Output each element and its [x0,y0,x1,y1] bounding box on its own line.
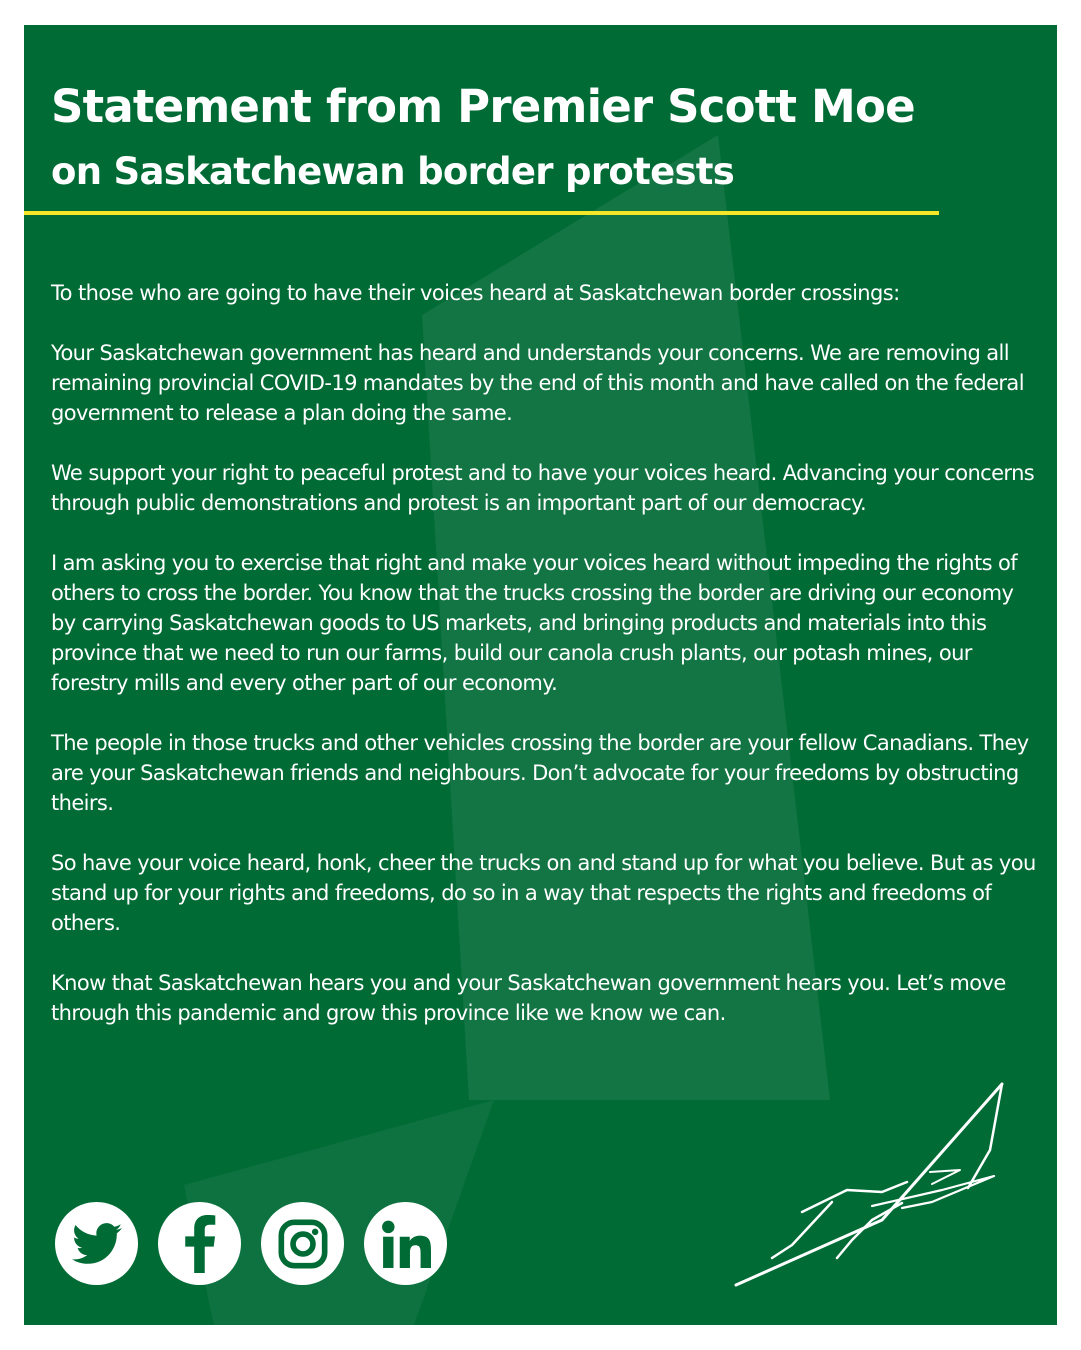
premier-signature [732,1080,1007,1290]
twitter-icon [72,1223,122,1265]
facebook-link[interactable] [158,1202,241,1285]
paragraph-greeting: To those who are going to have their voices heard at Saskatchewan border crossings: [51,281,900,305]
paragraph-closing: Know that Saskatchewan hears you and your Saskatchewan government hears you. Let’s move through this pandemic and grow this province like we know we can. [51,971,1006,1025]
linkedin-link[interactable] [364,1202,447,1285]
instagram-icon [277,1218,329,1270]
linkedin-icon [381,1220,431,1268]
twitter-link[interactable] [55,1202,138,1285]
paragraph-fellow-canadians: The people in those trucks and other vehicles crossing the border are your fellow Canadians. They are your Saskatchewan friends and neighbours. Don’t advocate for your freedoms by obstructing theirs. [51,731,1029,815]
paragraph-right-to-protest: We support your right to peaceful protest and to have your voices heard. Advancing your concerns through public demonstrations and protest is an important part of our democracy. [51,461,1035,515]
paragraph-mandates: Your Saskatchewan government has heard and understands your concerns. We are removing all remaining provincial COVID-19 mandates by the end of this month and have called on the federal government to release a plan doing the same. [51,341,1024,425]
instagram-link[interactable] [261,1202,344,1285]
paragraph-border-economy: I am asking you to exercise that right and make your voices heard without impeding the rights of others to cross the border. You know that the trucks crossing the border are driving our economy by carrying Saskatchewan goods to US markets, and bringing products and materials into this province that we need to run our farms, build our canola crush plants, our potash mines, our forestry mills and every other part of our economy. [51,551,1018,695]
statement-body [51,278,1041,1058]
page-subtitle: on Saskatchewan border protests [51,150,735,193]
social-links [55,1202,447,1286]
facebook-icon [183,1215,217,1273]
statement-card [24,25,1057,1325]
title-divider [24,211,939,215]
paragraph-have-voice-heard: So have your voice heard, honk, cheer the trucks on and stand up for what you believe. But as you stand up for your rights and freedoms, do so in a way that respects the rights and freedoms of others. [51,851,1036,935]
page-title: Statement from Premier Scott Moe [51,80,915,133]
